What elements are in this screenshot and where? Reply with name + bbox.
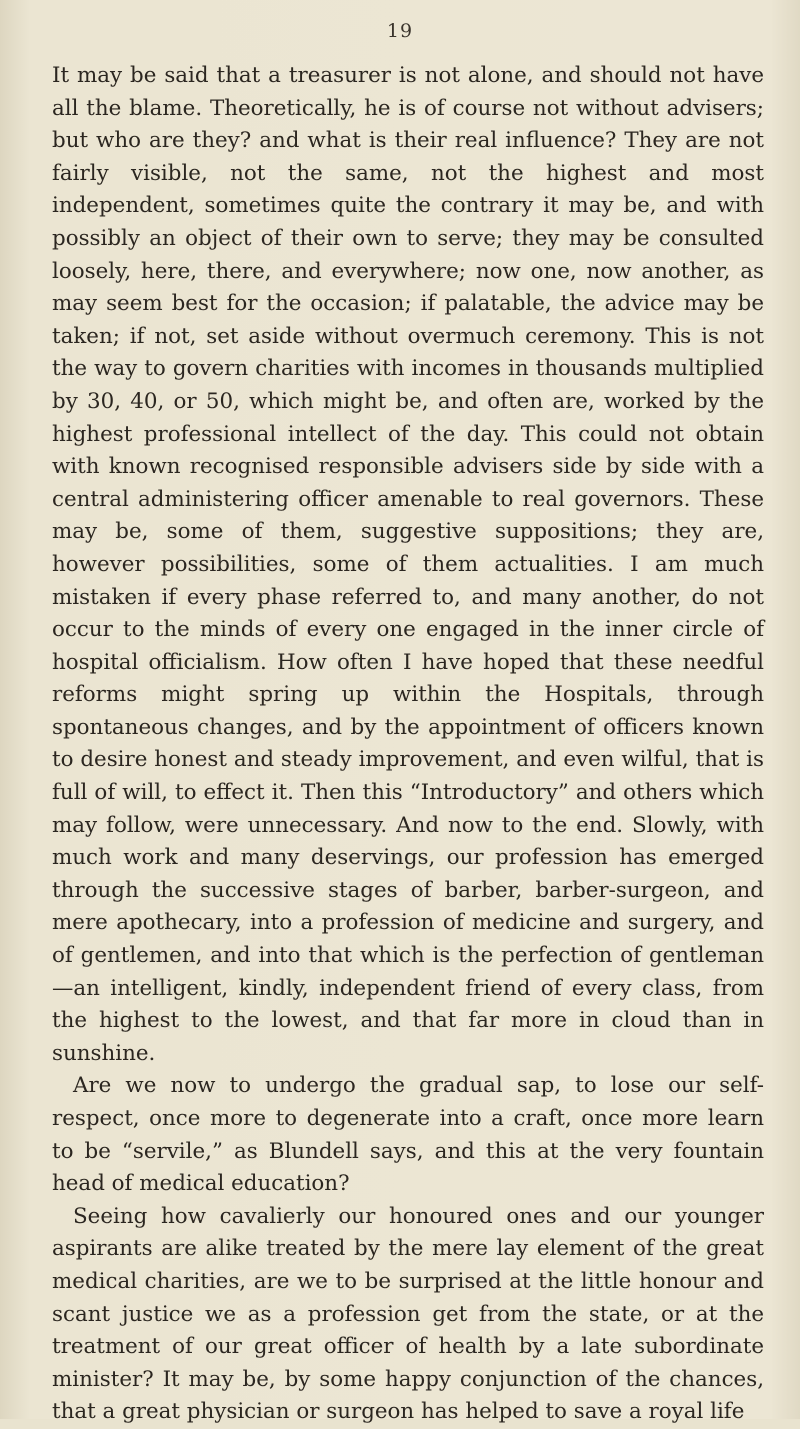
- paragraph-3: Seeing how cavalierly our honoured ones and our younger aspirants are alike treated by the mere lay element of the great medical charities, are we to be surprised at the little honour and scant justice we as a profession get from the state, or at the treatment of our great officer of health by a late subordinate minister? It may be, by some happy conjunction of the chances, that a great physician or surgeon has helped to save a royal life: [52, 1203, 764, 1425]
- paragraph-2: Are we now to undergo the gradual sap, to lose our self-respect, once more to degenerate into a craft, once more learn to be “servile,” as Blundell says, and this at the very fountain head of medical education?: [52, 1073, 764, 1197]
- page-number: 19: [386, 20, 414, 42]
- paragraph-1: It may be said that a treasurer is not alone, and should not have all the blame. Theoretically, he is of course not without advisers; but who are they? and what is their real influence? They are not fairly visible, not the same, not the highest and most independent, sometimes quite the contrary it may be, and with possibly an object of their own to serve; they may be consulted loosely, here, there, and everywhere; now one, now another, as may seem best for the occasion; if palatable, the advice may be taken; if not, set aside without overmuch ceremony. This is not the way to govern charities with incomes in thousands multiplied by 30, 40, or 50, which might be, and often are, worked by the highest professional intellect of the day. This could not obtain with known recognised responsible advisers side by side with a central administering officer amenable to real governors. These may be, some of them, suggestive suppositions; they are, however possibilities, some of them actualities. I am much mistaken if every phase referred to, and many another, do not occur to the minds of every one engaged in the inner circle of hospital officialism. How often I have hoped that these needful reforms might spring up within the Hospitals, through spontaneous changes, and by the appointment of officers known to desire honest and steady improvement, and even wilful, that is full of will, to effect it. Then this “Introductory” and others which may follow, were unnecessary. And now to the end. Slowly, with much work and many deservings, our profession has emerged through the successive stages of barber, barber-surgeon, and mere apothecary, into a profession of medicine and surgery, and of gentlemen, and into that which is the perfection of gentleman—an intelligent, kindly, independent friend of every class, from the highest to the lowest, and that far more in cloud than in sunshine.: [52, 63, 764, 1066]
- body-text: [52, 60, 764, 1429]
